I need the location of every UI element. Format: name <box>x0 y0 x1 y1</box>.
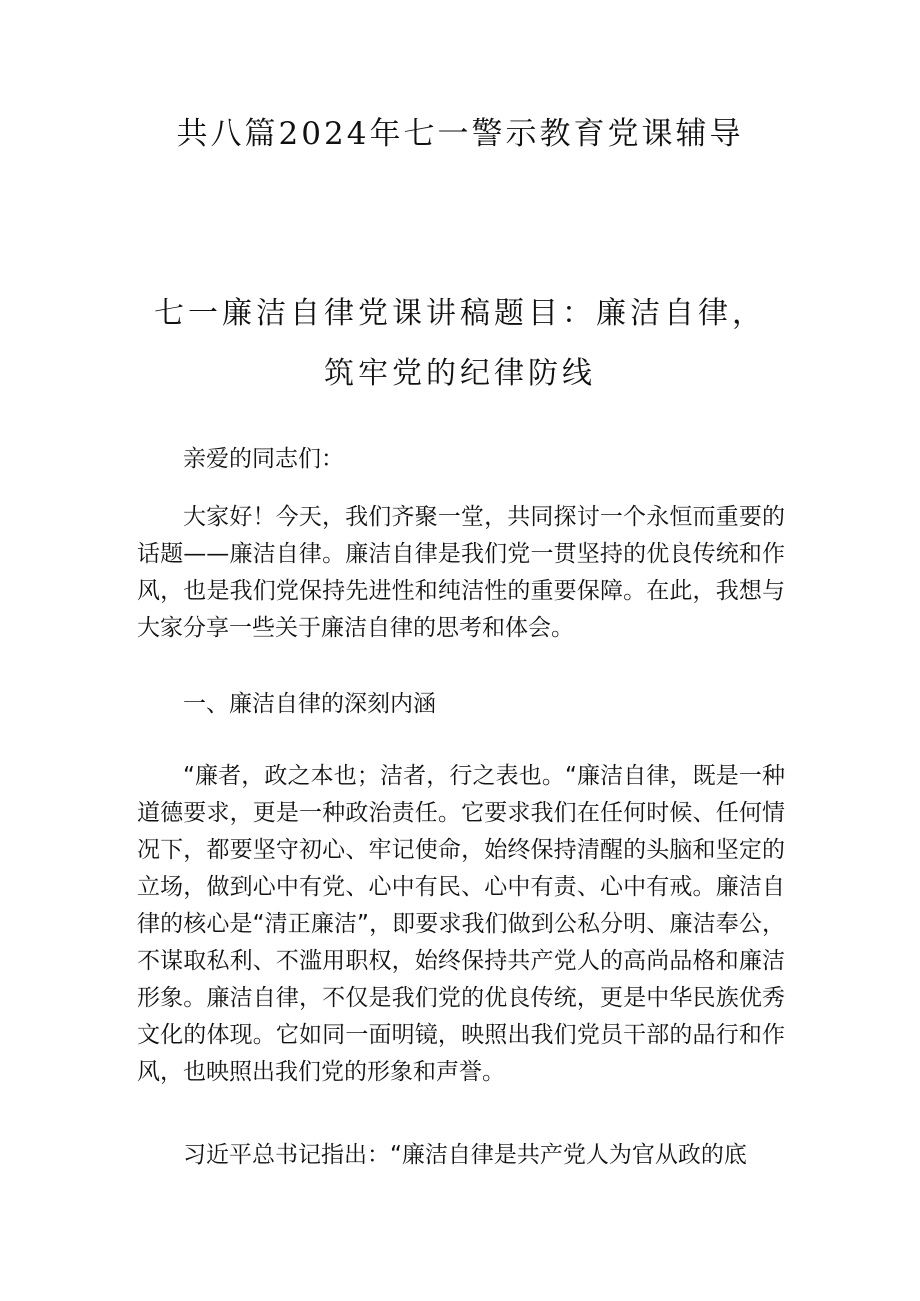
document-title: 共八篇2024年七一警示教育党课辅导 <box>176 116 744 152</box>
greeting-paragraph: 亲爱的同志们： <box>183 446 344 472</box>
intro-paragraph: 大家好！今天，我们齐聚一堂，共同探讨一个永恒而重要的话题——廉洁自律。廉洁自律是我们党一贯坚持的优良传统和作风，也是我们党保持先进性和纯洁性的重要保障。在此，我想与大家分享一些关于廉洁自律的思考和体会。 <box>137 504 785 641</box>
section-heading-1: 一、廉洁自律的深刻内涵 <box>183 691 436 717</box>
section-1-paragraph-1: “廉者，政之本也；洁者，行之表也。“廉洁自律，既是一种道德要求，更是一种政治责任。它要求我们在任何时候、任何情况下，都要坚守初心、牢记使命，始终保持清醒的头脑和坚定的立场，做到心中有党、心中有民、心中有责、心中有戒。廉洁自律的核心是“清正廉洁”，即要求我们做到公私分明、廉洁奉公，不谋取私利、不滥用职权，始终保持共产党人的高尚品格和廉洁形象。廉洁自律，不仅是我们党的优良传统，更是中华民族优秀文化的体现。它如同一面明镜，映照出我们党员干部的品行和作风，也映照出我们党的形象和声誉。 <box>137 763 785 1085</box>
section-1-paragraph-2: 习近平总书记指出：“廉洁自律是共产党人为官从政的底 <box>183 1142 747 1168</box>
lecture-title-line-1: 七一廉洁自律党课讲稿题目：廉洁自律， <box>154 296 766 331</box>
lecture-title-line-2: 筑牢党的纪律防线 <box>324 356 596 391</box>
